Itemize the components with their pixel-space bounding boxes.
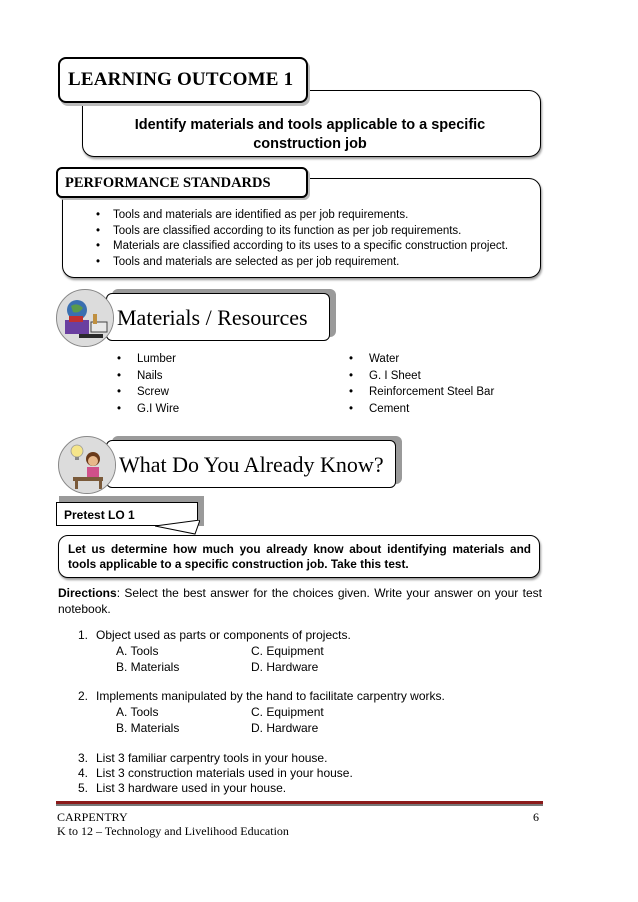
choice: C. Equipment (251, 644, 324, 658)
pretest-intro: Let us determine how much you already know about identifying materials and tools applicable to a specific construction job. Take this test. (58, 535, 540, 578)
list-item: • Tools and materials are identified as per job requirements. (96, 208, 536, 224)
footer-program: K to 12 – Technology and Livelihood Education (57, 824, 289, 838)
list-item: • Reinforcement Steel Bar (349, 384, 539, 401)
list-item: • G.I Wire (117, 401, 297, 418)
already-know-header: What Do You Already Know? (106, 440, 396, 488)
choice: C. Equipment (251, 705, 324, 719)
pretest-page-fold (155, 520, 200, 540)
choice: D. Hardware (251, 721, 319, 735)
pretest-label: Pretest LO 1 (56, 502, 198, 526)
list-item: • Tools and materials are selected as per job requirement. (96, 255, 536, 271)
choice: B. Materials (116, 721, 180, 735)
question-text: Implements manipulated by the hand to facilitate carpentry works. (96, 689, 445, 703)
question-text: List 3 construction materials used in your house. (96, 766, 353, 780)
list-item: • Tools are classified according to its function as per job requirements. (96, 224, 536, 240)
footer-rule-secondary (56, 804, 543, 806)
directions-label: Directions (58, 586, 117, 600)
choice: B. Materials (116, 660, 180, 674)
question-text: List 3 hardware used in your house. (96, 781, 287, 795)
materials-list-left (117, 351, 297, 417)
question-number: 5. (78, 781, 89, 795)
question-text: Object used as parts or components of projects. (96, 628, 351, 642)
choice: D. Hardware (251, 660, 319, 674)
list-item: • Screw (117, 384, 297, 401)
choice: A. Tools (116, 644, 159, 658)
question-text: List 3 familiar carpentry tools in your house. (96, 751, 328, 765)
materials-resources-icon (56, 289, 114, 347)
performance-standards-title: PERFORMANCE STANDARDS (56, 167, 308, 198)
learning-outcome-text: Identify materials and tools applicable to a specific construction job (134, 117, 486, 152)
materials-list-right (349, 351, 539, 417)
footer-page-number: 6 (533, 810, 539, 824)
thinking-student-icon (58, 436, 116, 494)
choice: A. Tools (116, 705, 159, 719)
question-number: 1. (78, 628, 89, 642)
list-item: • Water (349, 351, 539, 368)
question-number: 3. (78, 751, 89, 765)
list-item: • Cement (349, 401, 539, 418)
list-item: • Lumber (117, 351, 297, 368)
question-number: 4. (78, 766, 89, 780)
list-item: • Nails (117, 368, 297, 385)
directions (58, 586, 542, 617)
list-item: • G. I Sheet (349, 368, 539, 385)
footer-subject: CARPENTRY (57, 810, 128, 824)
question-number: 2. (78, 689, 89, 703)
materials-header: Materials / Resources (106, 293, 330, 341)
list-item: • Materials are classified according to its uses to a specific construction project. (96, 239, 536, 255)
directions-text: : Select the best answer for the choices given. Write your answer on your test notebook. (58, 586, 542, 616)
learning-outcome-title: LEARNING OUTCOME 1 (58, 57, 308, 103)
performance-standards-list (96, 208, 536, 270)
